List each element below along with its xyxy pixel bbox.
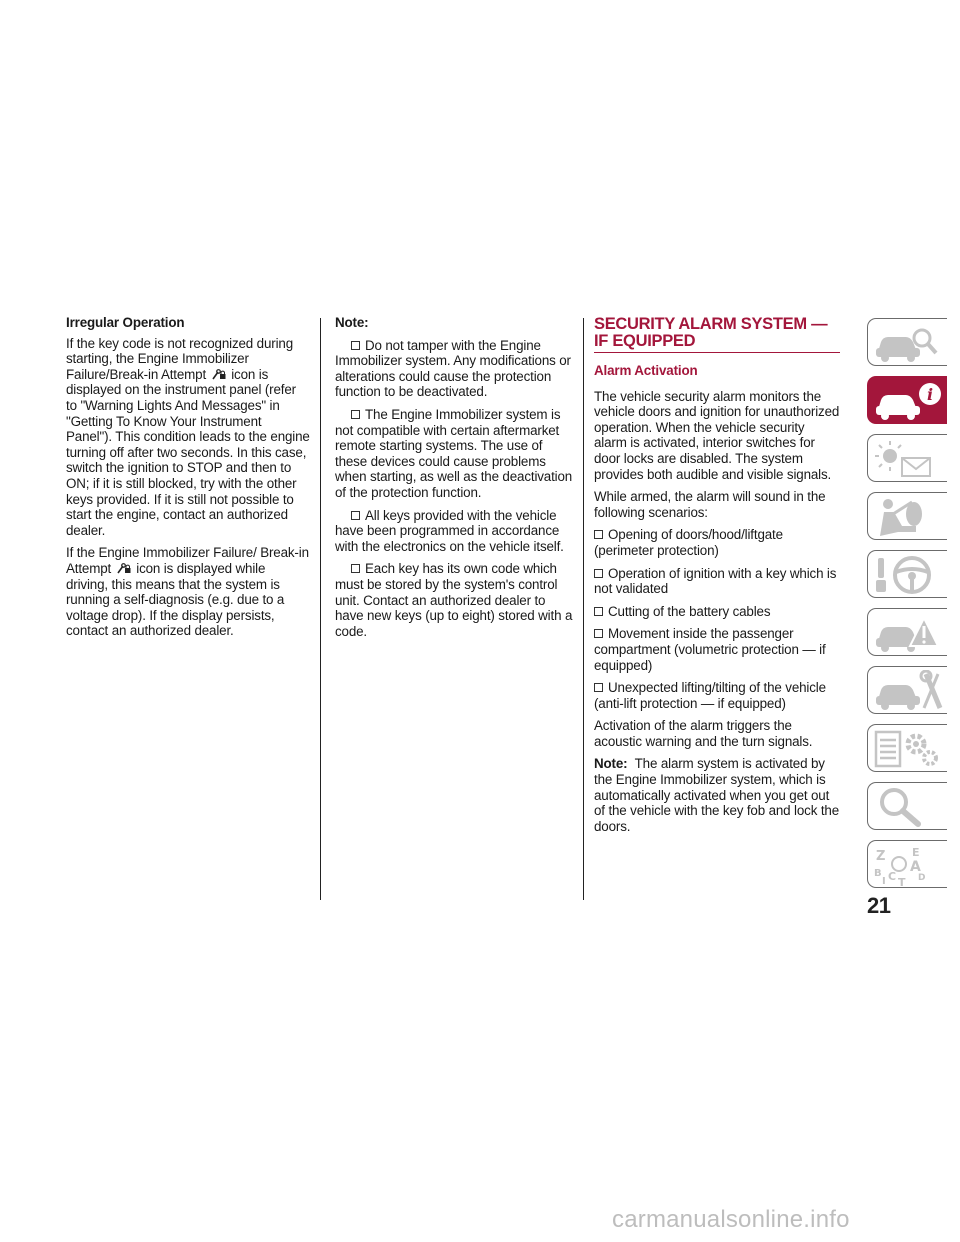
- tab-chapter-safety[interactable]: [867, 492, 947, 540]
- immobilizer-key-lock-icon: [212, 368, 226, 380]
- index-letter: I: [882, 876, 886, 886]
- tab-chapter-servicing[interactable]: [867, 666, 947, 714]
- bullet-item: [594, 527, 840, 558]
- car-info-icon: [872, 380, 946, 422]
- car-search-icon: [872, 322, 946, 364]
- bullet-text: Cutting of the battery cables: [608, 603, 771, 619]
- paragraph-text: If the Engine Immobilizer Failure/ Break-in Attempt: [66, 545, 309, 576]
- checkbox-bullet-icon: [351, 511, 360, 520]
- bullet-item: [335, 508, 573, 555]
- column-divider: [320, 318, 321, 900]
- checkbox-bullet-icon: [594, 530, 603, 539]
- paragraph: While armed, the alarm will sound in the following scenarios:: [594, 489, 826, 520]
- warning-lights-icon: [872, 438, 946, 480]
- bullet-text: All keys provided with the vehicle have been programmed in accordance with the electronics on the vehicle itself.: [335, 507, 564, 554]
- tab-chapter-car-search[interactable]: [867, 318, 947, 366]
- page-number: 21: [867, 893, 891, 918]
- bullet-item: [594, 604, 840, 620]
- paragraph-text: icon is displayed on the instrument panel (refer to "Warning Lights And Messages" in "Getting To Know Your Instrument Panel"). This condition leads to the engine turning off after two seconds. In this case, switch the ignition to STOP and then to ON; if it is still blocked, try with the other keys provided. If it is still not possible to start the engine, contact an authorized dealer.: [66, 366, 310, 538]
- car-warning-triangle-icon: [872, 612, 946, 654]
- subheading-alarm-activation: Alarm Activation: [594, 363, 698, 378]
- tab-chapter-emergency[interactable]: [867, 608, 947, 656]
- footer-watermark: carmanualsonline.info: [612, 1206, 850, 1233]
- index-letter: T: [898, 876, 906, 886]
- index-letter: D: [918, 873, 926, 883]
- checkbox-bullet-icon: [351, 410, 360, 419]
- column-notes: [335, 315, 573, 646]
- car-wrench-icon: [872, 670, 946, 712]
- bullet-text: Unexpected lifting/tilting of the vehicle (anti-lift protection — if equipped): [594, 680, 826, 711]
- note-paragraph: [594, 756, 840, 834]
- svg-text:i: i: [926, 385, 934, 404]
- bullet-text: Each key has its own code which must be stored by the system's control unit. Contact an authorized dealer to have new keys (up to eight) stored with a code.: [335, 561, 573, 639]
- index-letter: E: [912, 846, 920, 859]
- paragraph-text: icon is displayed while driving, this means that the system is running a self-diagnosis (e.g. due to a voltage drop). If the display persists, contact an authorized dealer.: [66, 560, 285, 639]
- index-letter: C: [888, 870, 897, 883]
- note-text: The alarm system is activated by the Engine Immobilizer system, which is automatically activated when you get out of the vehicle with the key fob and lock the doors.: [594, 756, 839, 834]
- tab-chapter-warning-lights[interactable]: [867, 434, 947, 482]
- heading-irregular-operation: Irregular Operation: [66, 315, 185, 330]
- bullet-item: [594, 566, 840, 597]
- paragraph: The vehicle security alarm monitors the vehicle doors and ignition for unauthorized operation. When the vehicle security alarm is activated, interior switches for door locks are disabled. The system provides both audible and visible signals.: [594, 388, 840, 482]
- tab-chapter-technical-specs[interactable]: [867, 724, 947, 772]
- note-label: Note:: [594, 756, 628, 772]
- specs-gears-icon: [872, 728, 946, 770]
- bullet-item: [594, 680, 840, 711]
- bullet-text: Operation of ignition with a key which is not validated: [594, 565, 837, 597]
- index-letter: B: [874, 868, 882, 879]
- paragraph: Activation of the alarm triggers the acoustic warning and the turn signals.: [594, 718, 813, 749]
- note-label: Note:: [335, 315, 369, 330]
- tab-chapter-car-info[interactable]: [867, 376, 947, 424]
- alphabet-index-icon: [872, 844, 946, 886]
- bullet-item: [594, 626, 840, 673]
- paragraph: [66, 336, 310, 539]
- checkbox-bullet-icon: [594, 683, 603, 692]
- bullet-item: [335, 338, 573, 400]
- index-letter: Z: [876, 849, 886, 864]
- paragraph: [66, 545, 310, 639]
- immobilizer-key-lock-icon: [117, 562, 131, 574]
- checkbox-bullet-icon: [594, 629, 603, 638]
- bullet-text: Opening of doors/hood/liftgate (perimeter protection): [594, 527, 783, 558]
- column-security-alarm: [594, 315, 840, 841]
- seat-airbag-icon: [872, 496, 946, 538]
- tab-chapter-multimedia[interactable]: [867, 782, 947, 830]
- tab-chapter-starting-driving[interactable]: [867, 550, 947, 598]
- index-letter: A: [910, 859, 921, 875]
- section-title: SECURITY ALARM SYSTEM — IF EQUIPPED: [594, 316, 840, 353]
- bullet-item: [335, 407, 573, 501]
- column-irregular-operation: [66, 315, 310, 646]
- checkbox-bullet-icon: [351, 341, 360, 350]
- bullet-text: Do not tamper with the Engine Immobilizer system. Any modifications or alterations could cause the protection function to be deactivated.: [335, 337, 571, 400]
- checkbox-bullet-icon: [594, 607, 603, 616]
- column-divider: [583, 318, 584, 900]
- bullet-item: [335, 561, 573, 639]
- bullet-text: The Engine Immobilizer system is not compatible with certain aftermarket remote starting systems. The use of these devices could cause problems when starting, as well as the deactivation of the protection function.: [335, 406, 573, 500]
- bullet-text: Movement inside the passenger compartment (volumetric protection — if equipped): [594, 626, 826, 673]
- paragraph-text: If the key code is not recognized during starting, the Engine Immobilizer Failure/Break-in Attempt: [66, 335, 293, 382]
- steering-wheel-icon: [872, 554, 946, 596]
- magnifier-icon: [872, 786, 946, 828]
- tab-chapter-index[interactable]: [867, 840, 947, 888]
- checkbox-bullet-icon: [594, 569, 603, 578]
- checkbox-bullet-icon: [351, 564, 360, 573]
